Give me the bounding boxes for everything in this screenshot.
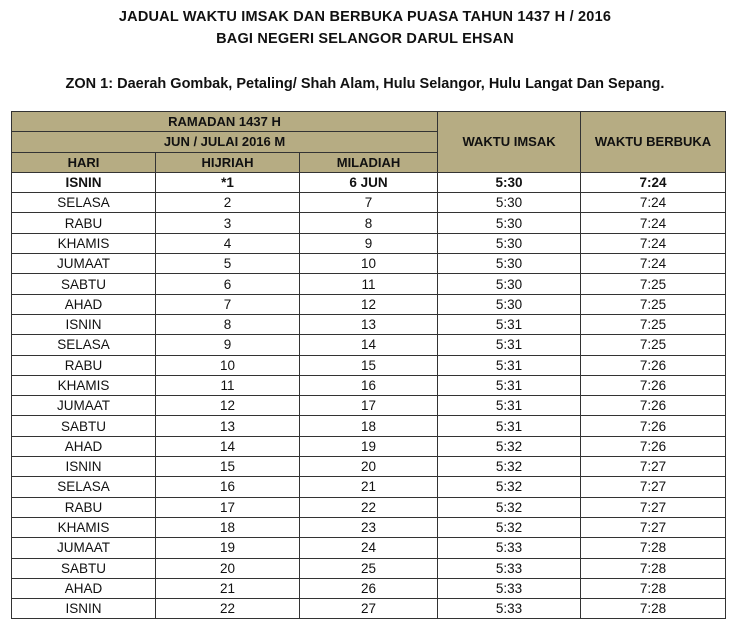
gregorian-date-cell: 17: [300, 396, 438, 416]
imsak-time-cell: 5:30: [438, 294, 581, 314]
table-row: [12, 233, 726, 253]
day-cell: SELASA: [12, 335, 156, 355]
berbuka-time-cell: 7:26: [581, 375, 726, 395]
gregorian-date-cell: 7: [300, 193, 438, 213]
berbuka-time-cell: 7:26: [581, 396, 726, 416]
berbuka-time-cell: 7:24: [581, 213, 726, 233]
day-cell: SELASA: [12, 193, 156, 213]
gregorian-date-cell: 12: [300, 294, 438, 314]
document-title: JADUAL WAKTU IMSAK DAN BERBUKA PUASA TAHUN 1437 H / 2016: [118, 9, 612, 25]
table-header-row: [12, 112, 726, 132]
day-cell: SABTU: [12, 416, 156, 436]
day-cell: ISNIN: [12, 314, 156, 334]
day-cell: KHAMIS: [12, 233, 156, 253]
day-cell: JUMAAT: [12, 538, 156, 558]
table-row: [12, 538, 726, 558]
day-cell: SABTU: [12, 558, 156, 578]
gregorian-date-cell: 21: [300, 477, 438, 497]
day-cell: JUMAAT: [12, 396, 156, 416]
day-cell: ISNIN: [12, 457, 156, 477]
imsak-time-cell: 5:31: [438, 375, 581, 395]
gregorian-date-cell: 6 JUN: [300, 172, 438, 192]
schedule-body: [12, 172, 726, 619]
berbuka-time-cell: 7:25: [581, 294, 726, 314]
berbuka-time-cell: 7:25: [581, 335, 726, 355]
day-cell: RABU: [12, 497, 156, 517]
hijri-date-cell: 5: [156, 254, 300, 274]
day-cell: ISNIN: [12, 172, 156, 192]
imsak-time-cell: 5:32: [438, 436, 581, 456]
hijri-date-cell: 18: [156, 517, 300, 537]
gregorian-date-cell: 10: [300, 254, 438, 274]
hijri-date-cell: 3: [156, 213, 300, 233]
imsak-time-cell: 5:32: [438, 457, 581, 477]
month-header: JUN / JULAI 2016 M: [12, 132, 438, 152]
gregorian-date-cell: 15: [300, 355, 438, 375]
day-cell: SELASA: [12, 477, 156, 497]
hijri-date-cell: 11: [156, 375, 300, 395]
table-row: [12, 396, 726, 416]
gregorian-date-cell: 23: [300, 517, 438, 537]
hijri-date-cell: 6: [156, 274, 300, 294]
imsak-time-cell: 5:31: [438, 396, 581, 416]
day-cell: KHAMIS: [12, 517, 156, 537]
table-row: [12, 172, 726, 192]
imsak-time-cell: 5:30: [438, 213, 581, 233]
table-row: [12, 274, 726, 294]
imsak-time-cell: 5:31: [438, 355, 581, 375]
berbuka-time-cell: 7:26: [581, 416, 726, 436]
gregorian-date-cell: 8: [300, 213, 438, 233]
imsak-time-cell: 5:30: [438, 274, 581, 294]
berbuka-time-cell: 7:25: [581, 314, 726, 334]
imsak-time-cell: 5:30: [438, 193, 581, 213]
imsak-time-cell: 5:33: [438, 599, 581, 619]
gregorian-date-cell: 25: [300, 558, 438, 578]
table-row: [12, 375, 726, 395]
berbuka-time-cell: 7:24: [581, 254, 726, 274]
document-subtitle: BAGI NEGERI SELANGOR DARUL EHSAN: [216, 31, 514, 47]
imsak-time-cell: 5:32: [438, 477, 581, 497]
hijri-date-cell: 22: [156, 599, 300, 619]
berbuka-time-cell: 7:24: [581, 233, 726, 253]
day-cell: RABU: [12, 213, 156, 233]
gregorian-date-cell: 27: [300, 599, 438, 619]
day-cell: AHAD: [12, 578, 156, 598]
berbuka-time-cell: 7:28: [581, 558, 726, 578]
berbuka-time-cell: 7:24: [581, 172, 726, 192]
table-row: [12, 193, 726, 213]
hijri-date-cell: 17: [156, 497, 300, 517]
imsak-time-cell: 5:30: [438, 254, 581, 274]
gregorian-date-cell: 11: [300, 274, 438, 294]
gregorian-date-cell: 19: [300, 436, 438, 456]
hijri-date-cell: 2: [156, 193, 300, 213]
berbuka-time-cell: 7:28: [581, 599, 726, 619]
gregorian-date-cell: 14: [300, 335, 438, 355]
table-row: [12, 294, 726, 314]
berbuka-time-cell: 7:27: [581, 497, 726, 517]
imsak-time-cell: 5:30: [438, 172, 581, 192]
hijri-date-cell: 20: [156, 558, 300, 578]
hijri-date-cell: *1: [156, 172, 300, 192]
berbuka-time-cell: 7:27: [581, 517, 726, 537]
table-row: [12, 335, 726, 355]
gregorian-date-cell: 13: [300, 314, 438, 334]
berbuka-time-cell: 7:26: [581, 355, 726, 375]
table-row: [12, 416, 726, 436]
hijri-date-cell: 15: [156, 457, 300, 477]
hijri-date-cell: 10: [156, 355, 300, 375]
table-row: [12, 254, 726, 274]
imsak-time-cell: 5:31: [438, 314, 581, 334]
zone-description: ZON 1: Daerah Gombak, Petaling/ Shah Alam, Hulu Selangor, Hulu Langat Dan Sepang.: [65, 76, 665, 92]
table-row: [12, 497, 726, 517]
berbuka-time-cell: 7:24: [581, 193, 726, 213]
table-row: [12, 517, 726, 537]
day-cell: AHAD: [12, 436, 156, 456]
hijri-date-cell: 7: [156, 294, 300, 314]
table-row: [12, 599, 726, 619]
table-row: [12, 558, 726, 578]
imsak-time-cell: 5:33: [438, 558, 581, 578]
hijri-date-cell: 19: [156, 538, 300, 558]
berbuka-time-cell: 7:26: [581, 436, 726, 456]
imsak-time-cell: 5:31: [438, 416, 581, 436]
berbuka-time-cell: 7:25: [581, 274, 726, 294]
day-cell: ISNIN: [12, 599, 156, 619]
hijri-date-cell: 12: [156, 396, 300, 416]
imsak-time-cell: 5:32: [438, 517, 581, 537]
berbuka-time-cell: 7:27: [581, 457, 726, 477]
table-row: [12, 314, 726, 334]
day-cell: SABTU: [12, 274, 156, 294]
day-cell: RABU: [12, 355, 156, 375]
hijri-date-cell: 13: [156, 416, 300, 436]
gregorian-date-cell: 9: [300, 233, 438, 253]
berbuka-column-header: WAKTU BERBUKA: [581, 112, 726, 173]
imsak-time-cell: 5:31: [438, 335, 581, 355]
hijri-date-cell: 9: [156, 335, 300, 355]
berbuka-time-cell: 7:28: [581, 578, 726, 598]
schedule-table: [11, 111, 726, 619]
day-cell: AHAD: [12, 294, 156, 314]
berbuka-time-cell: 7:28: [581, 538, 726, 558]
imsak-time-cell: 5:33: [438, 578, 581, 598]
day-cell: KHAMIS: [12, 375, 156, 395]
imsak-time-cell: 5:30: [438, 233, 581, 253]
hijri-date-cell: 21: [156, 578, 300, 598]
imsak-time-cell: 5:33: [438, 538, 581, 558]
gregorian-date-cell: 18: [300, 416, 438, 436]
hari-column-header: HARI: [12, 152, 156, 172]
gregorian-date-cell: 24: [300, 538, 438, 558]
gregorian-date-cell: 20: [300, 457, 438, 477]
hijri-date-cell: 14: [156, 436, 300, 456]
table-row: [12, 477, 726, 497]
table-row: [12, 578, 726, 598]
berbuka-time-cell: 7:27: [581, 477, 726, 497]
table-row: [12, 436, 726, 456]
hijri-date-cell: 4: [156, 233, 300, 253]
imsak-column-header: WAKTU IMSAK: [438, 112, 581, 173]
ramadan-header: RAMADAN 1437 H: [12, 112, 438, 132]
table-row: [12, 213, 726, 233]
imsak-time-cell: 5:32: [438, 497, 581, 517]
gregorian-date-cell: 22: [300, 497, 438, 517]
table-row: [12, 457, 726, 477]
gregorian-date-cell: 26: [300, 578, 438, 598]
hijri-date-cell: 8: [156, 314, 300, 334]
day-cell: JUMAAT: [12, 254, 156, 274]
gregorian-date-cell: 16: [300, 375, 438, 395]
hijriah-column-header: HIJRIAH: [156, 152, 300, 172]
table-row: [12, 355, 726, 375]
hijri-date-cell: 16: [156, 477, 300, 497]
miladiah-column-header: MILADIAH: [300, 152, 438, 172]
